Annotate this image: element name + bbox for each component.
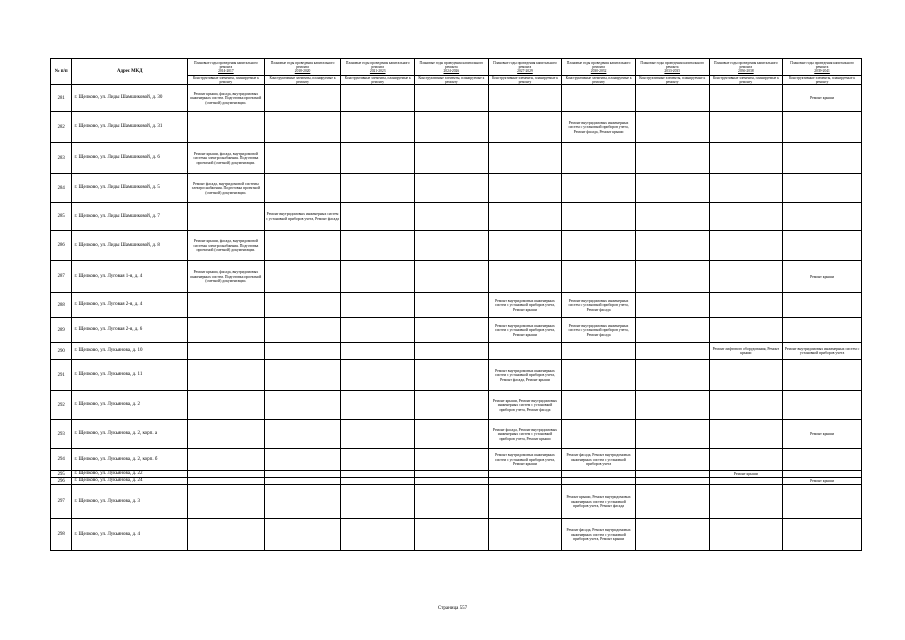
repair-works-cell bbox=[415, 112, 489, 143]
row-address: г. Щелково, ул. Лукьянова, д. 3 bbox=[72, 485, 188, 519]
repair-works-cell bbox=[415, 293, 489, 318]
row-number: 282 bbox=[51, 112, 72, 143]
repair-table bbox=[50, 58, 862, 551]
repair-works-cell bbox=[188, 318, 265, 343]
repair-works-cell bbox=[264, 174, 341, 203]
repair-works-cell: Ремонт внутридомовых инженерных систем с установкой приборов учета, Ремонт фасада bbox=[562, 293, 636, 318]
repair-works-cell bbox=[488, 174, 562, 203]
repair-works-cell: Ремонт крыши, фасада, внутридомовой системы электроснабжения. Подготовка проектной (сметной) документации. bbox=[188, 143, 265, 174]
repair-works-cell: Ремонт внутридомовых инженерных систем с установкой приборов учета bbox=[783, 343, 862, 360]
repair-works-cell bbox=[635, 318, 709, 343]
repair-works-cell bbox=[488, 85, 562, 112]
repair-works-cell bbox=[635, 261, 709, 293]
repair-works-cell bbox=[488, 143, 562, 174]
repair-works-cell bbox=[341, 261, 415, 293]
repair-works-cell: Ремонт крыши, фасада, внутридомовых инженерных систем. Подготовка проектной (сметной) документации. bbox=[188, 261, 265, 293]
repair-works-cell bbox=[264, 231, 341, 261]
repair-works-cell bbox=[488, 231, 562, 261]
column-subheader-elements: Конструктивные элементы, планируемые к ремонту bbox=[635, 76, 709, 85]
repair-works-cell bbox=[341, 203, 415, 231]
repair-works-cell bbox=[783, 112, 862, 143]
repair-works-cell bbox=[415, 449, 489, 471]
repair-works-cell bbox=[562, 85, 636, 112]
table-row bbox=[51, 143, 862, 174]
repair-works-cell bbox=[488, 485, 562, 519]
column-header-period: Плановые годы проведения капитального ремонта 2036-2038 bbox=[709, 59, 783, 76]
repair-works-cell bbox=[188, 391, 265, 420]
row-number: 291 bbox=[51, 360, 72, 391]
table-row bbox=[51, 420, 862, 449]
repair-works-cell bbox=[783, 231, 862, 261]
repair-works-cell bbox=[488, 203, 562, 231]
column-header-period: Плановые годы проведения капитального ремонта 2027-2029 bbox=[488, 59, 562, 76]
table-row bbox=[51, 261, 862, 293]
repair-works-cell bbox=[341, 343, 415, 360]
repair-works-cell bbox=[709, 391, 783, 420]
repair-works-cell bbox=[188, 485, 265, 519]
repair-works-cell bbox=[783, 174, 862, 203]
row-address: г. Щелково, ул. Лукьянова, д. 4 bbox=[72, 519, 188, 551]
repair-works-cell bbox=[188, 449, 265, 471]
repair-works-cell bbox=[264, 143, 341, 174]
repair-works-cell bbox=[635, 343, 709, 360]
column-header-period: Плановые годы проведения капитального ремонта 2030-2032 bbox=[562, 59, 636, 76]
repair-works-cell bbox=[415, 471, 489, 478]
repair-works-cell bbox=[562, 478, 636, 485]
repair-works-cell: Ремонт крыши bbox=[783, 420, 862, 449]
repair-works-cell bbox=[783, 519, 862, 551]
repair-works-cell bbox=[783, 471, 862, 478]
repair-works-cell bbox=[264, 318, 341, 343]
row-number: 281 bbox=[51, 85, 72, 112]
row-number: 292 bbox=[51, 391, 72, 420]
repair-works-cell bbox=[562, 360, 636, 391]
repair-works-cell bbox=[562, 261, 636, 293]
row-address: г. Щелково, ул. Лукьянова, д. 10 bbox=[72, 343, 188, 360]
row-address: г. Щелково, ул. Луговая 1-я, д. 4 bbox=[72, 261, 188, 293]
table-row bbox=[51, 519, 862, 551]
row-number: 296 bbox=[51, 478, 72, 485]
repair-works-cell bbox=[415, 360, 489, 391]
repair-works-cell bbox=[488, 519, 562, 551]
column-header-period: Плановые годы проведения капитального ремонта 2033-2035 bbox=[635, 59, 709, 76]
repair-works-cell bbox=[415, 203, 489, 231]
row-address: г. Щелково, ул. Лиды Шамшиковой, д. 7 bbox=[72, 203, 188, 231]
row-number: 293 bbox=[51, 420, 72, 449]
repair-works-cell bbox=[341, 471, 415, 478]
repair-works-cell bbox=[709, 449, 783, 471]
row-address: г. Щелково, ул. Лиды Шамшиковой, д. 5 bbox=[72, 174, 188, 203]
repair-works-cell bbox=[264, 485, 341, 519]
repair-works-cell bbox=[783, 360, 862, 391]
repair-works-cell: Ремонт крыши bbox=[783, 478, 862, 485]
repair-works-cell: Ремонт крыши, Ремонт внутридомовых инженерных систем с установкой приборов учета, Ремонт фасада bbox=[488, 391, 562, 420]
repair-works-cell bbox=[415, 485, 489, 519]
row-address: г. Щелково, ул. Лиды Шамшиковой, д. 30 bbox=[72, 85, 188, 112]
repair-works-cell bbox=[188, 519, 265, 551]
repair-works-cell bbox=[188, 478, 265, 485]
repair-works-cell: Ремонт внутридомовых инженерных систем с установкой приборов учета, Ремонт фасада bbox=[264, 203, 341, 231]
row-number: 284 bbox=[51, 174, 72, 203]
table-row bbox=[51, 478, 862, 485]
repair-works-cell: Ремонт фасада, Ремонт внутридомовых инженерных систем с установкой приборов учета, Ремонт крыши bbox=[562, 519, 636, 551]
repair-works-cell bbox=[635, 360, 709, 391]
page-number: Страница 557 bbox=[437, 606, 468, 611]
repair-works-cell: Ремонт крыши, Ремонт внутридомовых инженерных систем с установкой приборов учета, Ремонт фасада bbox=[562, 485, 636, 519]
repair-works-cell bbox=[415, 519, 489, 551]
column-header-number: № п/п bbox=[51, 59, 72, 85]
row-address: г. Щелково, ул. Луговая 2-я, д. 4 bbox=[72, 293, 188, 318]
repair-works-cell bbox=[562, 391, 636, 420]
table-row bbox=[51, 174, 862, 203]
repair-works-cell bbox=[783, 203, 862, 231]
repair-works-cell bbox=[709, 143, 783, 174]
table-row bbox=[51, 318, 862, 343]
repair-works-cell bbox=[635, 449, 709, 471]
repair-works-cell bbox=[488, 471, 562, 478]
repair-works-cell: Ремонт крыши bbox=[709, 471, 783, 478]
repair-works-cell bbox=[188, 360, 265, 391]
row-address: г. Щелково, ул. Лиды Шамшиковой, д. 6 bbox=[72, 143, 188, 174]
repair-works-cell: Ремонт фасада, Ремонт внутридомовых инженерных систем с установкой приборов учета, Ремонт крыши bbox=[488, 420, 562, 449]
repair-works-cell bbox=[635, 85, 709, 112]
repair-works-cell bbox=[188, 420, 265, 449]
repair-works-cell bbox=[341, 112, 415, 143]
repair-works-cell bbox=[562, 343, 636, 360]
repair-works-cell bbox=[415, 143, 489, 174]
repair-works-cell bbox=[188, 293, 265, 318]
row-number: 298 bbox=[51, 519, 72, 551]
table-row bbox=[51, 485, 862, 519]
row-address: г. Щелково, ул. Лукьянова, д. 2 bbox=[72, 391, 188, 420]
repair-works-cell bbox=[415, 420, 489, 449]
repair-works-cell: Ремонт внутридомовых инженерных систем с установкой приборов учета, Ремонт фасада bbox=[562, 318, 636, 343]
row-address: г. Щелково, ул. Лукьянова, д. 22 bbox=[72, 471, 188, 478]
repair-works-cell bbox=[341, 85, 415, 112]
repair-works-cell bbox=[264, 519, 341, 551]
row-number: 289 bbox=[51, 318, 72, 343]
repair-works-cell bbox=[709, 293, 783, 318]
column-subheader-elements: Конструктивные элементы, планируемые к ремонту bbox=[783, 76, 862, 85]
repair-works-cell bbox=[783, 143, 862, 174]
table-row bbox=[51, 231, 862, 261]
repair-works-cell bbox=[341, 293, 415, 318]
row-number: 285 bbox=[51, 203, 72, 231]
repair-works-cell bbox=[264, 85, 341, 112]
column-subheader-elements: Конструктивные элементы, планируемые к ремонту bbox=[188, 76, 265, 85]
row-address: г. Щелково, ул. Лукьянова, д. 24 bbox=[72, 478, 188, 485]
repair-works-cell bbox=[783, 318, 862, 343]
repair-works-cell bbox=[709, 420, 783, 449]
table-row bbox=[51, 203, 862, 231]
repair-works-cell bbox=[264, 293, 341, 318]
repair-works-cell bbox=[635, 293, 709, 318]
column-header-period: Плановые годы проведения капитального ремонта 2024-2026 bbox=[415, 59, 489, 76]
repair-works-cell bbox=[415, 343, 489, 360]
repair-works-cell bbox=[264, 360, 341, 391]
repair-works-cell bbox=[188, 203, 265, 231]
repair-works-cell: Ремонт крыши bbox=[783, 261, 862, 293]
repair-works-cell bbox=[562, 471, 636, 478]
row-number: 283 bbox=[51, 143, 72, 174]
column-subheader-elements: Конструктивные элементы, планируемые к ремонту bbox=[415, 76, 489, 85]
repair-works-cell: Ремонт фасада, Ремонт внутридомовых инженерных систем с установкой приборов учета bbox=[562, 449, 636, 471]
repair-works-cell bbox=[264, 343, 341, 360]
repair-works-cell bbox=[341, 391, 415, 420]
table-row bbox=[51, 293, 862, 318]
row-number: 294 bbox=[51, 449, 72, 471]
repair-works-cell: Ремонт внутридомовых инженерных систем с установкой приборов учета, Ремонт фасада, Ремонт крыши bbox=[488, 360, 562, 391]
table-row bbox=[51, 85, 862, 112]
row-number: 286 bbox=[51, 231, 72, 261]
row-number: 287 bbox=[51, 261, 72, 293]
column-header-period: Плановые годы проведения капитального ремонта 2039-2041 bbox=[783, 59, 862, 76]
repair-works-cell: Ремонт фасада, внутридомовой системы электроснабжения. Подготовка проектной (сметной) документации. bbox=[188, 174, 265, 203]
repair-works-cell bbox=[415, 174, 489, 203]
repair-works-cell bbox=[709, 360, 783, 391]
repair-works-cell bbox=[635, 478, 709, 485]
repair-works-cell bbox=[635, 203, 709, 231]
column-header-period: Плановые годы проведения капитального ремонта 2014-2017 bbox=[188, 59, 265, 76]
repair-works-cell: Ремонт крыши bbox=[783, 85, 862, 112]
repair-works-cell bbox=[635, 143, 709, 174]
row-number: 290 bbox=[51, 343, 72, 360]
repair-works-cell bbox=[188, 471, 265, 478]
repair-works-cell bbox=[188, 112, 265, 143]
column-subheader-elements: Конструктивные элементы, планируемые к ремонту bbox=[488, 76, 562, 85]
repair-works-cell bbox=[635, 174, 709, 203]
row-address: г. Щелково, ул. Лиды Шамшиковой, д. 31 bbox=[72, 112, 188, 143]
repair-works-cell bbox=[488, 112, 562, 143]
repair-works-cell bbox=[562, 143, 636, 174]
repair-works-cell bbox=[709, 485, 783, 519]
repair-works-cell bbox=[635, 485, 709, 519]
repair-works-cell bbox=[488, 343, 562, 360]
repair-works-cell bbox=[562, 231, 636, 261]
table-row bbox=[51, 112, 862, 143]
row-number: 295 bbox=[51, 471, 72, 478]
repair-works-cell: Ремонт внутридомовых инженерных систем с установкой приборов учета, Ремонт крыши bbox=[488, 293, 562, 318]
repair-works-cell: Ремонт лифтового оборудования, Ремонт крыши bbox=[709, 343, 783, 360]
repair-works-cell bbox=[341, 143, 415, 174]
column-subheader-elements: Конструктивные элементы, планируемые к ремонту bbox=[562, 76, 636, 85]
repair-works-cell bbox=[188, 343, 265, 360]
row-address: г. Щелково, ул. Лукьянова, д. 2, корп. б bbox=[72, 449, 188, 471]
repair-works-cell: Ремонт внутридомовых инженерных систем с установкой приборов учета, Ремонт крыши bbox=[488, 449, 562, 471]
repair-works-cell: Ремонт внутридомовых инженерных систем с установкой приборов учета, Ремонт фасада, Ремонт крыши bbox=[562, 112, 636, 143]
repair-works-cell bbox=[341, 478, 415, 485]
repair-works-cell bbox=[415, 85, 489, 112]
table-row bbox=[51, 391, 862, 420]
repair-works-cell bbox=[562, 174, 636, 203]
repair-works-cell bbox=[709, 203, 783, 231]
repair-works-cell bbox=[635, 112, 709, 143]
repair-works-cell bbox=[783, 485, 862, 519]
row-address: г. Щелково, ул. Лукьянова, д. 2, корп. а bbox=[72, 420, 188, 449]
repair-works-cell bbox=[562, 203, 636, 231]
repair-works-cell bbox=[341, 519, 415, 551]
repair-works-cell bbox=[709, 478, 783, 485]
table-row bbox=[51, 343, 862, 360]
column-header-address: Адрес МКД bbox=[72, 59, 188, 85]
repair-works-cell bbox=[709, 261, 783, 293]
repair-works-cell bbox=[709, 318, 783, 343]
repair-works-cell bbox=[415, 478, 489, 485]
repair-works-cell bbox=[341, 174, 415, 203]
repair-works-cell bbox=[341, 318, 415, 343]
table-row bbox=[51, 449, 862, 471]
repair-works-cell bbox=[562, 420, 636, 449]
repair-works-cell bbox=[709, 231, 783, 261]
row-address: г. Щелково, ул. Лиды Шамшиковой, д. 8 bbox=[72, 231, 188, 261]
capital-repair-schedule bbox=[50, 58, 862, 551]
table-row bbox=[51, 471, 862, 478]
repair-works-cell bbox=[709, 519, 783, 551]
repair-works-cell bbox=[264, 112, 341, 143]
repair-works-cell bbox=[341, 420, 415, 449]
repair-works-cell: Ремонт крыши, фасада, внутридомовых инженерных систем. Подготовка проектной (сметной) документации. bbox=[188, 85, 265, 112]
table-body bbox=[51, 85, 862, 551]
repair-works-cell bbox=[709, 85, 783, 112]
repair-works-cell bbox=[264, 449, 341, 471]
repair-works-cell bbox=[709, 174, 783, 203]
repair-works-cell bbox=[264, 420, 341, 449]
repair-works-cell bbox=[415, 261, 489, 293]
table-row bbox=[51, 360, 862, 391]
row-number: 288 bbox=[51, 293, 72, 318]
repair-works-cell bbox=[488, 478, 562, 485]
header-row-periods bbox=[51, 59, 862, 76]
repair-works-cell bbox=[415, 231, 489, 261]
repair-works-cell bbox=[635, 471, 709, 478]
repair-works-cell bbox=[635, 420, 709, 449]
row-number: 297 bbox=[51, 485, 72, 519]
repair-works-cell bbox=[341, 231, 415, 261]
repair-works-cell bbox=[264, 478, 341, 485]
repair-works-cell bbox=[488, 261, 562, 293]
column-header-period: Плановые годы проведения капитального ремонта 2021-2023 bbox=[341, 59, 415, 76]
row-address: г. Щелково, ул. Лукьянова, д. 11 bbox=[72, 360, 188, 391]
column-header-period: Плановые годы проведения капитального ремонта 2018-2020 bbox=[264, 59, 341, 76]
column-subheader-elements: Конструктивные элементы, планируемые к ремонту bbox=[341, 76, 415, 85]
repair-works-cell bbox=[635, 231, 709, 261]
column-subheader-elements: Конструктивные элементы, планируемые к ремонту bbox=[709, 76, 783, 85]
column-subheader-elements: Конструктивные элементы, планируемые к ремонту bbox=[264, 76, 341, 85]
repair-works-cell bbox=[341, 485, 415, 519]
repair-works-cell bbox=[635, 519, 709, 551]
repair-works-cell bbox=[783, 449, 862, 471]
row-address: г. Щелково, ул. Луговая 2-я, д. 6 bbox=[72, 318, 188, 343]
repair-works-cell bbox=[709, 112, 783, 143]
repair-works-cell bbox=[264, 471, 341, 478]
repair-works-cell: Ремонт внутридомовых инженерных систем с установкой приборов учета, Ремонт крыши bbox=[488, 318, 562, 343]
repair-works-cell bbox=[341, 449, 415, 471]
repair-works-cell bbox=[783, 391, 862, 420]
repair-works-cell: Ремонт крыши, фасада, внутридомовой системы электроснабжения. Подготовка проектной (сметной) документации. bbox=[188, 231, 265, 261]
repair-works-cell bbox=[264, 261, 341, 293]
repair-works-cell bbox=[635, 391, 709, 420]
repair-works-cell bbox=[415, 391, 489, 420]
repair-works-cell bbox=[264, 391, 341, 420]
repair-works-cell bbox=[341, 360, 415, 391]
repair-works-cell bbox=[783, 293, 862, 318]
repair-works-cell bbox=[415, 318, 489, 343]
